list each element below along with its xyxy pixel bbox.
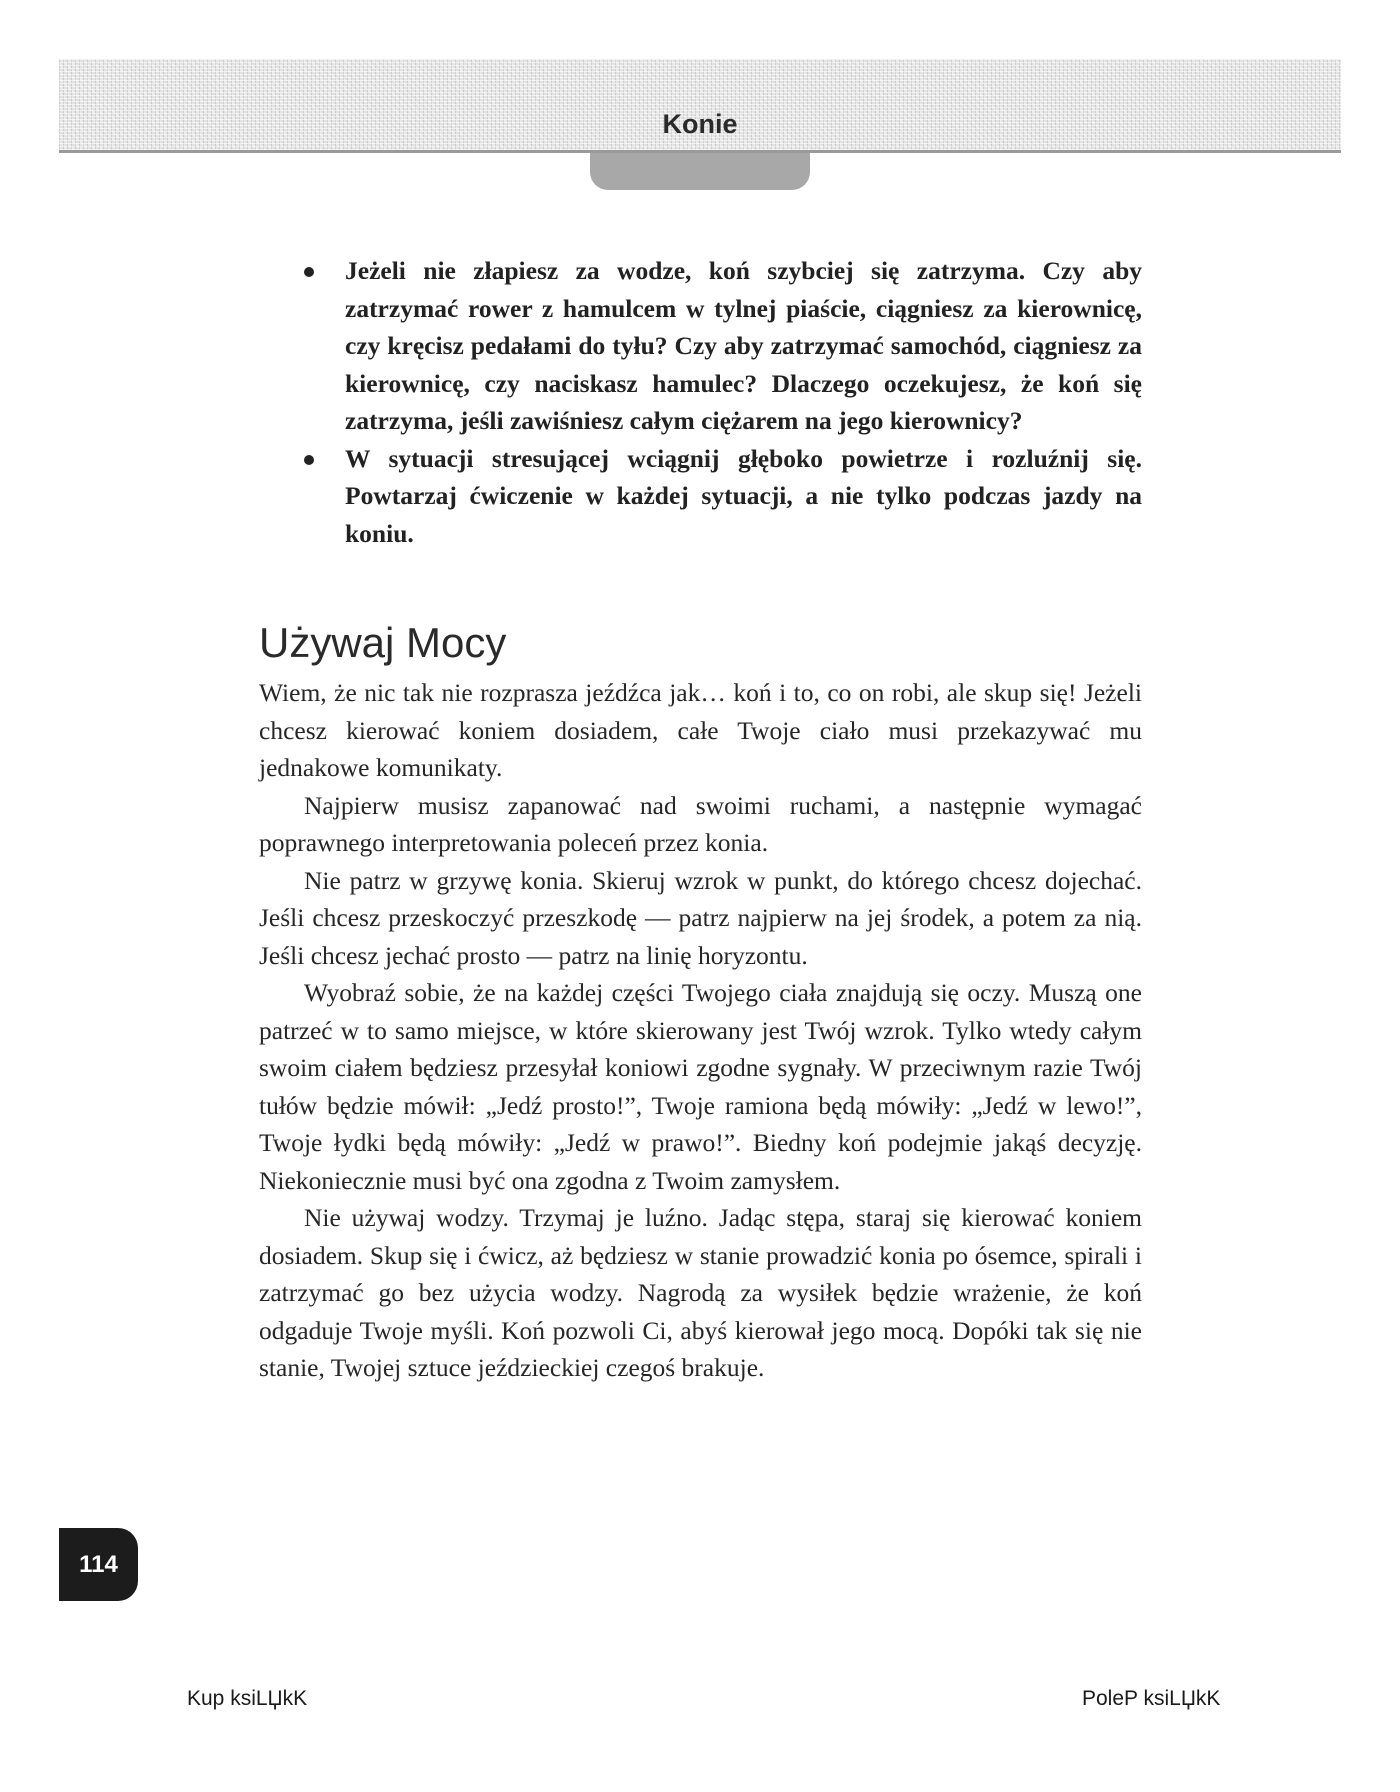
paragraph: Nie używaj wodzy. Trzymaj je luźno. Jadąc stępa, staraj się kierować koniem dosiadem. Skup się i ćwicz, aż będziesz w stanie prowadzić konia po ósemce, spirali i zatrzymać go bez użycia wodzy. Nagrodą za wysiłek będzie wrażenie, że koń odgaduje Twoje myśli. Koń pozwoli Ci, abyś kierował jego mocą. Dopóki tak się nie stanie, Twojej sztuce jeździeckiej czegoś brakuje. [259,1203,1142,1382]
paragraph: Wiem, że nic tak nie rozprasza jeźdźca jak… koń i to, co on robi, ale skup się! Jeżeli chcesz kierować koniem dosiadem, całe Twoje ciało musi przekazywać mu jednakowe komunikaty. [259,678,1142,782]
bullet-item [300,440,1142,553]
paragraph: Nie patrz w grzywę konia. Skieruj wzrok w punkt, do którego chcesz dojechać. Jeśli chcesz przeskoczyć przeszkodę — patrz najpierw na jej środek, a potem za nią. Jeśli chcesz jechać prosto — patrz na linię horyzontu. [259,865,1142,970]
bullet-dot-icon [304,267,314,277]
body-text [259,674,1142,1387]
paragraph: Najpierw musisz zapanować nad swoimi ruchami, a następnie wymagać poprawnego interpretowania poleceń przez konia. [259,790,1142,857]
footer-buy-link[interactable]: Kup ksiLЏkK [187,1687,308,1710]
header-tab-decoration [590,153,810,190]
page-number: 114 [59,1528,138,1601]
section-heading: Używaj Mocy [259,619,507,666]
paragraph: Wyobraź sobie, że na każdej części Twojego ciała znajdują się oczy. Muszą one patrzeć w to samo miejsce, w które skierowany jest Twój wzrok. Tylko wtedy całym swoim ciałem będziesz przesyłał koniowi zgodne sygnały. W przeciwnym razie Twój tułów będzie mówił: „Jedź prosto!”, Twoje ramiona będą mówiły: „Jedź w lewo!”, Twoje łydki będą mówiły: „Jedź w prawo!”. Biedny koń podejmie jakąś decyzję. Niekoniecznie musi być ona zgodna z Twoim zamysłem. [259,978,1142,1195]
bullet-dot-icon [304,455,314,465]
bullet-text: W sytuacji stresującej wciągnij głęboko powietrze i rozluźnij się. Powtarzaj ćwiczenie w każdej sytuacji, a nie tylko podczas jazdy na koniu. [345,443,1142,548]
bullet-item [300,252,1142,440]
bullet-text: Jeżeli nie złapiesz za wodze, koń szybciej się zatrzyma. Czy aby zatrzymać rower z hamulcem w tylnej piaście, ciągniesz za kierownicę, czy kręcisz pedałami do tyłu? Czy aby zatrzymać samochód, ciągniesz za kierownicę, czy naciskasz hamulec? Dlaczego oczekujesz, że koń się zatrzyma, jeśli zawiśniesz całym ciężarem na jego kierownicy? [345,256,1142,435]
running-header-title: Konie [662,109,738,139]
bullet-list [300,252,1142,552]
footer-recommend-link[interactable]: PoleP ksiLЏkK [1082,1687,1221,1710]
